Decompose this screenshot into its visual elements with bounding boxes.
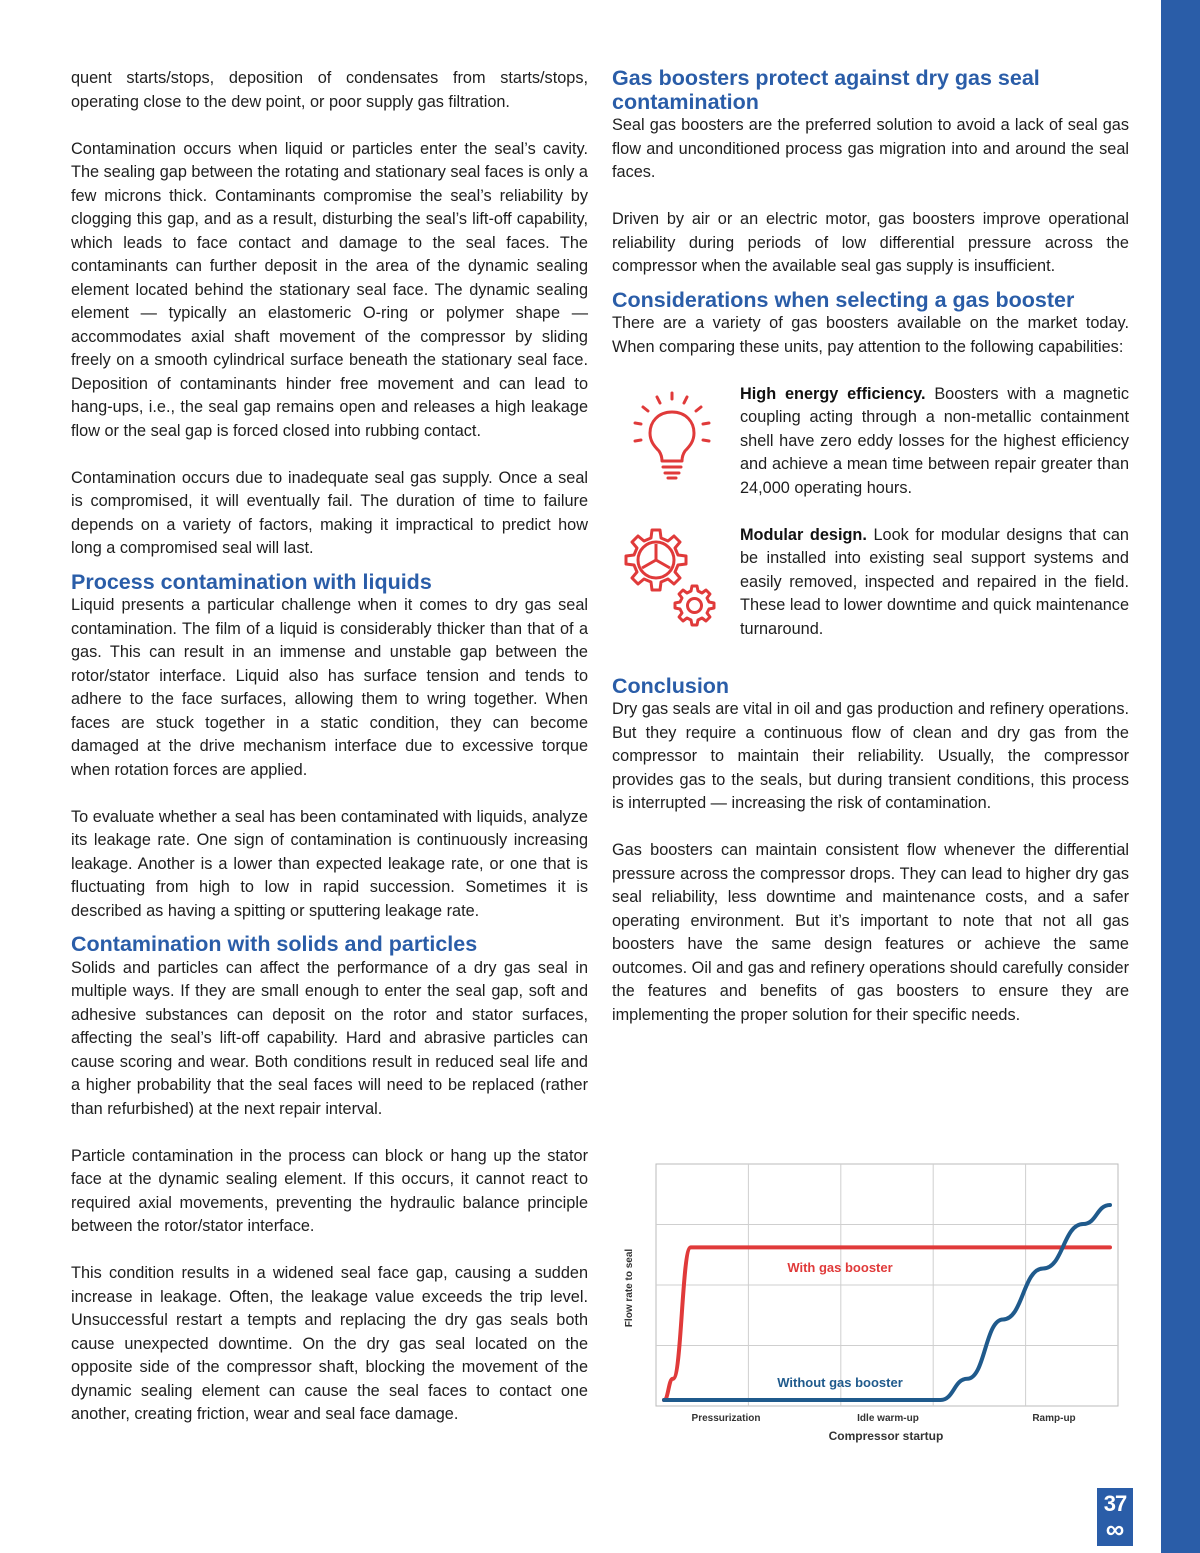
section-heading: Conclusion (612, 673, 730, 698)
flow-rate-chart (616, 1158, 1128, 1448)
x-tick-label: Ramp-up (1032, 1413, 1076, 1424)
paragraph: To evaluate whether a seal has been contaminated with liquids, analyze its leakage rate. One sign of contamination is continuously increasing leakage. Another is a lower than expected leakage rate, or one that is fluctuating from high to low in rapid succession. Sometimes it is described as having a spitting or sputtering leakage rate. (71, 807, 588, 920)
feature-body: Boosters with a magnetic coupling acting through a non-metallic containment shell have zero eddy losses for the highest efficiency and achieve a mean time between repair greater than 24,000 operating hours. (740, 384, 1129, 497)
paragraph: Gas boosters can maintain consistent flow whenever the differential pressure across the compressor drops. They can lead to higher dry gas seal reliability, less downtime and maintenance costs, and a safer operating environment. But it’s important to note that not all gas boosters have the same design features or achieve the same outcomes. Oil and gas and refinery operations should carefully consider the features and benefits of gas boosters to ensure they are implementing the proper solution for their specific needs. (612, 841, 1129, 1024)
infinity-icon: ∞ (1105, 1514, 1125, 1544)
paragraph: Driven by air or an electric motor, gas boosters improve operational reliability during periods of low differential pressure across the compressor when the available seal gas supply is insufficient. (612, 210, 1129, 275)
paragraph: Liquid presents a particular challenge when it comes to dry gas seal contamination. The film of a liquid is considerably thicker than that of a gas. This can result in an immense and unstable gap between the rotor/stator interface. Liquid also has surface tension and tends to adhere to the face surfaces, allowing them to wring together. When faces are stuck together in a static condition, they can become damaged at the drive mechanism interface due to excessive torque when rotation forces are applied. (71, 596, 588, 779)
page-side-bar (1161, 0, 1200, 1553)
paragraph: Solids and particles can affect the performance of a dry gas seal in multiple ways. If they are small enough to enter the seal gap, soft and adhesive substances can deposit on the rotor and stator surfaces, affecting the seal’s lift-off capability. Hard and abrasive particles can cause scoring and wear. Both conditions result in reduced seal life and a higher probability that the seal faces will need to be replaced (rather than refurbished) at the next repair interval. (71, 958, 588, 1118)
feature-title: High energy efficiency. (740, 384, 926, 403)
paragraph: Contamination occurs when liquid or particles enter the seal’s cavity. The sealing gap between the rotating and stationary seal faces is only a few microns thick. Contaminants compromise the seal’s reliability by clogging this gap, and as a result, disturbing the seal’s lift-off capability, which leads to face contact and damage to the seal faces. The contaminants can further deposit in the area of the dynamic sealing element located behind the stationary seal face. The dynamic sealing element — typically an elastomeric O-ring or polymer shape — accommodates axial shaft movement of the compressor by sliding freely on a smooth cylindrical surface beneath the stationary seal face. Deposition of contaminants hinder free movement and can lead to hang-ups, i.e., the seal gap remains open and releases a high leakage flow or the seal gap is forced closed into rubbing contact. (71, 139, 588, 440)
x-tick-label: Idle warm-up (857, 1413, 919, 1424)
feature-text (740, 524, 1129, 642)
feature-modular-design (612, 524, 1129, 642)
paragraph: Contamination occurs due to inadequate seal gas supply. Once a seal is compromised, it will eventually fail. The duration of time to failure depends on a variety of factors, making it impractical to predict how long a compromised seal will last. (71, 468, 588, 557)
paragraph: This condition results in a widened seal face gap, causing a sudden increase in leakage. Often, the leakage value exceeds the trip level. Unsuccessful restart a tempts and replacing the dry gas seals both cause unexpected downtime. On the dry gas seal located on the opposite side of the compressor shaft, blocking the movement of the dynamic sealing element can cause the seal faces to contact one another, creating friction, wear and seal face damage. (71, 1264, 588, 1423)
paragraph: There are a variety of gas boosters available on the market today. When comparing these units, pay attention to the following capabilities: (612, 314, 1129, 356)
gears-icon (612, 520, 722, 630)
x-tick-label: Pressurization (691, 1413, 761, 1424)
series-label-with-booster: With gas booster (787, 1260, 893, 1275)
page-number: 37 (1103, 1491, 1127, 1516)
page-number-badge (1097, 1488, 1133, 1546)
feature-energy-efficiency (612, 383, 1129, 501)
feature-body: Look for modular designs that can be installed into existing seal support systems and easily removed, inspected and repaired in the field. These lead to lower downtime and quick maintenance turnaround. (740, 525, 1129, 638)
series-label-without-booster: Without gas booster (777, 1375, 903, 1390)
paragraph: Seal gas boosters are the preferred solution to avoid a lack of seal gas flow and unconditioned process gas migration into and around the seal faces. (612, 116, 1129, 181)
feature-text (740, 383, 1129, 501)
section-heading: Considerations when selecting a gas booster (612, 287, 1075, 312)
paragraph: quent starts/stops, deposition of condensates from starts/stops, operating close to the dew point, or poor supply gas filtration. (71, 69, 588, 111)
lightbulb-icon (612, 379, 722, 489)
paragraph: Dry gas seals are vital in oil and gas production and refinery operations. But they require a continuous flow of clean and dry gas from the compressor to maintain their reliability. Usually, the compressor provides gas to the seals, but during transient conditions, this process is interrupted — increasing the risk of contamination. (612, 700, 1129, 812)
y-axis-label: Flow rate to seal (624, 1248, 635, 1328)
chart-grid (656, 1164, 1118, 1406)
left-column (71, 67, 588, 1427)
paragraph: Particle contamination in the process can block or hang up the stator face at the dynamic sealing element. If this occurs, it cannot react to required axial movements, preventing the hydraulic balance principle between the rotor/stator interface. (71, 1146, 588, 1235)
right-column (612, 67, 1129, 1027)
x-axis-label: Compressor startup (828, 1429, 944, 1443)
feature-title: Modular design. (740, 525, 867, 544)
section-heading: Process contamination with liquids (71, 569, 432, 594)
section-heading: Gas boosters protect against dry gas seal contamination (612, 66, 1040, 114)
section-heading: Contamination with solids and particles (71, 932, 478, 956)
